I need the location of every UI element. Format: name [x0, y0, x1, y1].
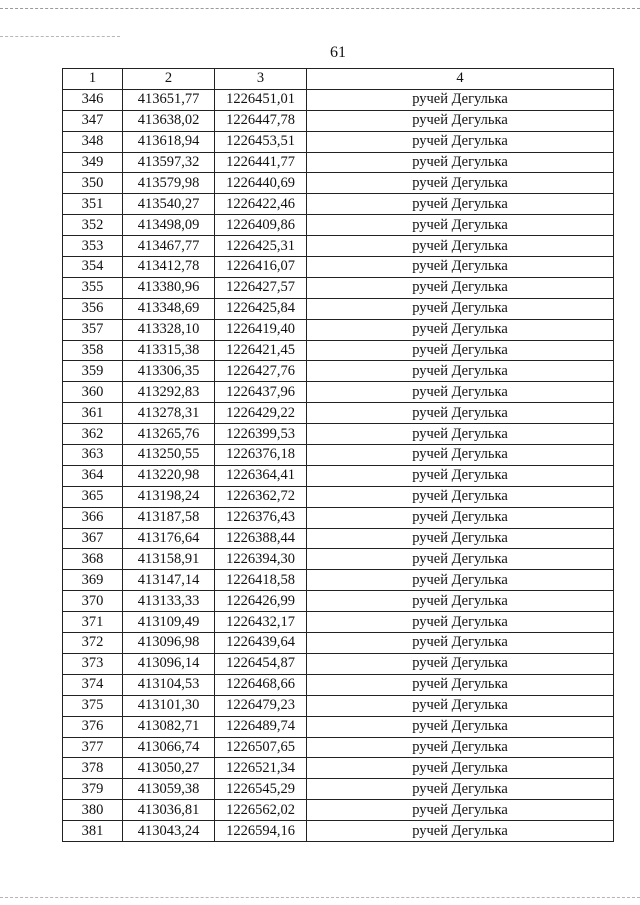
table-row: [63, 110, 614, 131]
description-cell: ручей Дегулька: [307, 716, 614, 737]
table-row: [63, 674, 614, 695]
table-row: [63, 779, 614, 800]
coordinate-y-cell: 1226562,02: [215, 800, 307, 821]
point-number-cell: 379: [63, 779, 123, 800]
point-number-cell: 360: [63, 382, 123, 403]
scan-edge-bottom: [0, 897, 640, 898]
coordinate-y-cell: 1226426,99: [215, 591, 307, 612]
description-cell: ручей Дегулька: [307, 236, 614, 257]
table-row: [63, 277, 614, 298]
point-number-cell: 378: [63, 758, 123, 779]
description-cell: ручей Дегулька: [307, 382, 614, 403]
coordinate-y-cell: 1226451,01: [215, 89, 307, 110]
table-row: [63, 340, 614, 361]
table-row: [63, 236, 614, 257]
point-number-cell: 370: [63, 591, 123, 612]
coordinate-x-cell: 413109,49: [123, 612, 215, 633]
coordinate-y-cell: 1226489,74: [215, 716, 307, 737]
coordinate-x-cell: 413059,38: [123, 779, 215, 800]
point-number-cell: 366: [63, 507, 123, 528]
coordinate-y-cell: 1226376,43: [215, 507, 307, 528]
point-number-cell: 368: [63, 549, 123, 570]
coordinate-x-cell: 413096,14: [123, 653, 215, 674]
coordinate-y-cell: 1226418,58: [215, 570, 307, 591]
scan-edge-top: [0, 8, 640, 9]
coordinate-y-cell: 1226419,40: [215, 319, 307, 340]
description-cell: ручей Дегулька: [307, 319, 614, 340]
table-row: [63, 298, 614, 319]
description-cell: ручей Дегулька: [307, 465, 614, 486]
point-number-cell: 367: [63, 528, 123, 549]
description-cell: ручей Дегулька: [307, 633, 614, 654]
table-row: [63, 653, 614, 674]
point-number-cell: 380: [63, 800, 123, 821]
point-number-cell: 356: [63, 298, 123, 319]
coordinate-y-cell: 1226388,44: [215, 528, 307, 549]
description-cell: ручей Дегулька: [307, 612, 614, 633]
description-cell: ручей Дегулька: [307, 653, 614, 674]
coordinate-x-cell: 413540,27: [123, 194, 215, 215]
coordinate-x-cell: 413036,81: [123, 800, 215, 821]
point-number-cell: 375: [63, 695, 123, 716]
coordinate-y-cell: 1226376,18: [215, 445, 307, 466]
point-number-cell: 373: [63, 653, 123, 674]
table-row: [63, 465, 614, 486]
table-row: [63, 570, 614, 591]
table-row: [63, 89, 614, 110]
coordinate-y-cell: 1226409,86: [215, 215, 307, 236]
table-row: [63, 612, 614, 633]
table-row: [63, 424, 614, 445]
description-cell: ручей Дегулька: [307, 821, 614, 842]
description-cell: ручей Дегулька: [307, 131, 614, 152]
coordinate-y-cell: 1226454,87: [215, 653, 307, 674]
table-row: [63, 361, 614, 382]
coordinate-y-cell: 1226427,76: [215, 361, 307, 382]
coordinate-x-cell: 413187,58: [123, 507, 215, 528]
point-number-cell: 351: [63, 194, 123, 215]
description-cell: ручей Дегулька: [307, 737, 614, 758]
coordinate-y-cell: 1226427,57: [215, 277, 307, 298]
description-cell: ручей Дегулька: [307, 361, 614, 382]
point-number-cell: 348: [63, 131, 123, 152]
coordinate-x-cell: 413250,55: [123, 445, 215, 466]
table-row: [63, 257, 614, 278]
description-cell: ручей Дегулька: [307, 403, 614, 424]
table-body: [63, 89, 614, 841]
coordinate-x-cell: 413198,24: [123, 486, 215, 507]
coordinate-x-cell: 413315,38: [123, 340, 215, 361]
coordinate-y-cell: 1226362,72: [215, 486, 307, 507]
point-number-cell: 355: [63, 277, 123, 298]
table-row: [63, 486, 614, 507]
coordinate-x-cell: 413380,96: [123, 277, 215, 298]
coordinate-x-cell: 413498,09: [123, 215, 215, 236]
table-header-row: [63, 69, 614, 90]
table-row: [63, 591, 614, 612]
description-cell: ручей Дегулька: [307, 194, 614, 215]
coordinate-y-cell: 1226422,46: [215, 194, 307, 215]
point-number-cell: 358: [63, 340, 123, 361]
coordinate-y-cell: 1226432,17: [215, 612, 307, 633]
coordinate-x-cell: 413082,71: [123, 716, 215, 737]
description-cell: ручей Дегулька: [307, 340, 614, 361]
description-cell: ручей Дегулька: [307, 591, 614, 612]
coordinate-x-cell: 413133,33: [123, 591, 215, 612]
coordinate-x-cell: 413043,24: [123, 821, 215, 842]
coordinates-table: [62, 68, 614, 842]
coordinate-y-cell: 1226545,29: [215, 779, 307, 800]
description-cell: ручей Дегулька: [307, 528, 614, 549]
description-cell: ручей Дегулька: [307, 89, 614, 110]
table-row: [63, 507, 614, 528]
point-number-cell: 363: [63, 445, 123, 466]
description-cell: ручей Дегулька: [307, 110, 614, 131]
point-number-cell: 377: [63, 737, 123, 758]
point-number-cell: 349: [63, 152, 123, 173]
coordinate-x-cell: 413597,32: [123, 152, 215, 173]
point-number-cell: 347: [63, 110, 123, 131]
point-number-cell: 362: [63, 424, 123, 445]
table-row: [63, 215, 614, 236]
coordinate-x-cell: 413638,02: [123, 110, 215, 131]
description-cell: ручей Дегулька: [307, 486, 614, 507]
description-cell: ручей Дегулька: [307, 424, 614, 445]
description-cell: ручей Дегулька: [307, 298, 614, 319]
point-number-cell: 369: [63, 570, 123, 591]
description-cell: ручей Дегулька: [307, 779, 614, 800]
coordinate-x-cell: 413220,98: [123, 465, 215, 486]
coordinate-x-cell: 413292,83: [123, 382, 215, 403]
coordinate-x-cell: 413328,10: [123, 319, 215, 340]
coordinate-x-cell: 413278,31: [123, 403, 215, 424]
description-cell: ручей Дегулька: [307, 277, 614, 298]
point-number-cell: 374: [63, 674, 123, 695]
description-cell: ручей Дегулька: [307, 152, 614, 173]
description-cell: ручей Дегулька: [307, 173, 614, 194]
coordinate-y-cell: 1226468,66: [215, 674, 307, 695]
point-number-cell: 357: [63, 319, 123, 340]
description-cell: ручей Дегулька: [307, 674, 614, 695]
table-row: [63, 737, 614, 758]
table-row: [63, 695, 614, 716]
column-header-4: 4: [307, 69, 614, 90]
table-row: [63, 173, 614, 194]
table-row: [63, 633, 614, 654]
table-row: [63, 528, 614, 549]
coordinate-x-cell: 413096,98: [123, 633, 215, 654]
point-number-cell: 376: [63, 716, 123, 737]
point-number-cell: 381: [63, 821, 123, 842]
description-cell: ручей Дегулька: [307, 800, 614, 821]
description-cell: ручей Дегулька: [307, 257, 614, 278]
point-number-cell: 346: [63, 89, 123, 110]
description-cell: ручей Дегулька: [307, 507, 614, 528]
description-cell: ручей Дегулька: [307, 215, 614, 236]
coordinate-x-cell: 413104,53: [123, 674, 215, 695]
table-row: [63, 758, 614, 779]
coordinate-y-cell: 1226439,64: [215, 633, 307, 654]
coordinate-x-cell: 413348,69: [123, 298, 215, 319]
coordinate-y-cell: 1226421,45: [215, 340, 307, 361]
column-header-3: 3: [215, 69, 307, 90]
coordinate-y-cell: 1226394,30: [215, 549, 307, 570]
table-row: [63, 131, 614, 152]
coordinate-y-cell: 1226416,07: [215, 257, 307, 278]
table-row: [63, 319, 614, 340]
table-row: [63, 194, 614, 215]
point-number-cell: 365: [63, 486, 123, 507]
table-row: [63, 445, 614, 466]
table-row: [63, 382, 614, 403]
description-cell: ручей Дегулька: [307, 549, 614, 570]
table-row: [63, 821, 614, 842]
point-number-cell: 359: [63, 361, 123, 382]
point-number-cell: 352: [63, 215, 123, 236]
table-row: [63, 152, 614, 173]
point-number-cell: 350: [63, 173, 123, 194]
coordinate-y-cell: 1226594,16: [215, 821, 307, 842]
description-cell: ручей Дегулька: [307, 445, 614, 466]
coordinate-y-cell: 1226453,51: [215, 131, 307, 152]
table-row: [63, 716, 614, 737]
column-header-2: 2: [123, 69, 215, 90]
description-cell: ручей Дегулька: [307, 695, 614, 716]
coordinate-x-cell: 413265,76: [123, 424, 215, 445]
coordinate-y-cell: 1226364,41: [215, 465, 307, 486]
point-number-cell: 354: [63, 257, 123, 278]
coordinate-x-cell: 413101,30: [123, 695, 215, 716]
coordinate-x-cell: 413651,77: [123, 89, 215, 110]
coordinate-y-cell: 1226425,84: [215, 298, 307, 319]
coordinate-x-cell: 413467,77: [123, 236, 215, 257]
table-row: [63, 800, 614, 821]
coordinate-x-cell: 413412,78: [123, 257, 215, 278]
coordinate-x-cell: 413050,27: [123, 758, 215, 779]
coordinate-x-cell: 413158,91: [123, 549, 215, 570]
description-cell: ручей Дегулька: [307, 758, 614, 779]
coordinate-x-cell: 413306,35: [123, 361, 215, 382]
point-number-cell: 371: [63, 612, 123, 633]
table-row: [63, 549, 614, 570]
scan-edge-mark: [0, 36, 120, 37]
coordinate-y-cell: 1226429,22: [215, 403, 307, 424]
coordinate-y-cell: 1226447,78: [215, 110, 307, 131]
table-row: [63, 403, 614, 424]
point-number-cell: 372: [63, 633, 123, 654]
coordinate-y-cell: 1226479,23: [215, 695, 307, 716]
coordinate-y-cell: 1226437,96: [215, 382, 307, 403]
coordinate-y-cell: 1226425,31: [215, 236, 307, 257]
point-number-cell: 364: [63, 465, 123, 486]
coordinate-x-cell: 413579,98: [123, 173, 215, 194]
coordinate-y-cell: 1226521,34: [215, 758, 307, 779]
coordinate-x-cell: 413176,64: [123, 528, 215, 549]
column-header-1: 1: [63, 69, 123, 90]
coordinate-x-cell: 413147,14: [123, 570, 215, 591]
coordinate-y-cell: 1226507,65: [215, 737, 307, 758]
coordinate-x-cell: 413066,74: [123, 737, 215, 758]
coordinate-y-cell: 1226441,77: [215, 152, 307, 173]
coordinate-y-cell: 1226399,53: [215, 424, 307, 445]
description-cell: ручей Дегулька: [307, 570, 614, 591]
page-number: 61: [330, 44, 346, 61]
point-number-cell: 361: [63, 403, 123, 424]
coordinate-y-cell: 1226440,69: [215, 173, 307, 194]
coordinate-x-cell: 413618,94: [123, 131, 215, 152]
point-number-cell: 353: [63, 236, 123, 257]
